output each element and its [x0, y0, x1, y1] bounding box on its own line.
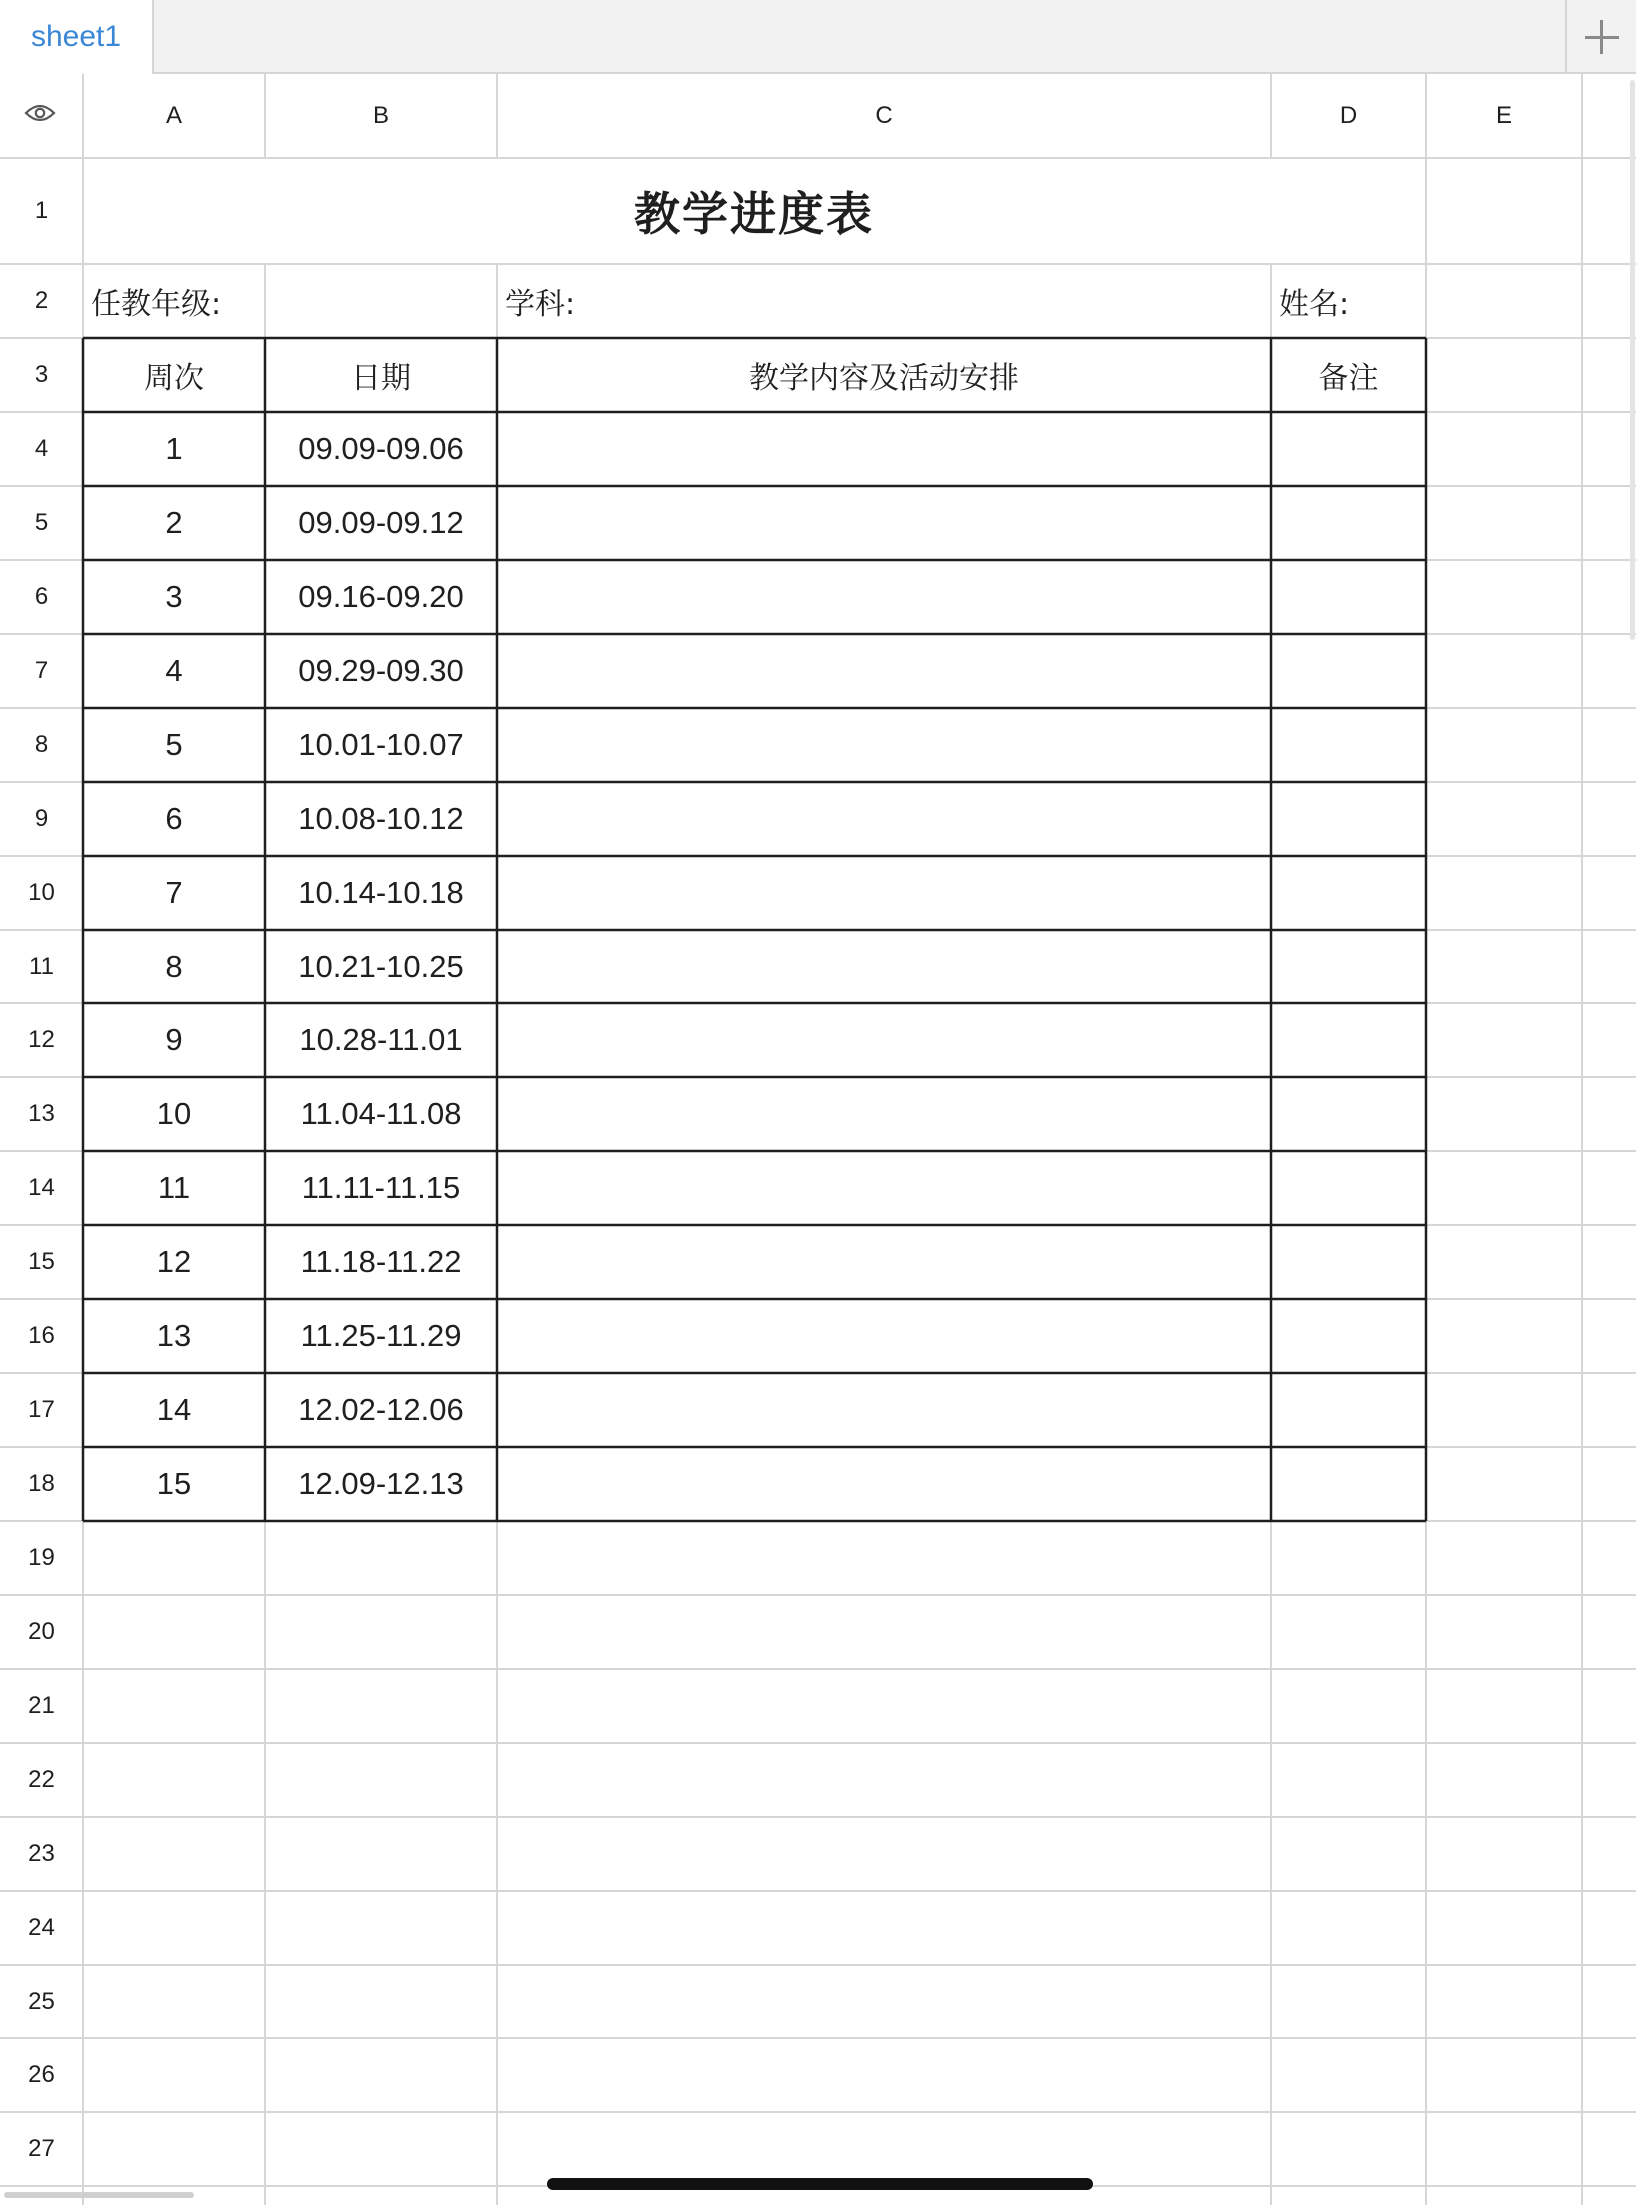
column-header-c[interactable]: C	[875, 102, 893, 129]
row-header-3[interactable]: 3	[34, 361, 49, 388]
plus-icon	[1585, 20, 1619, 54]
date-cell[interactable]: 09.16-09.20	[298, 579, 464, 614]
header-remarks[interactable]: 备注	[1318, 361, 1379, 396]
header-content[interactable]: 教学内容及活动安排	[749, 361, 1019, 396]
week-cell[interactable]: 13	[156, 1318, 192, 1353]
sheet-tab-sheet1[interactable]	[0, 0, 154, 74]
date-cell[interactable]: 10.21-10.25	[298, 948, 464, 984]
grade-value-cell[interactable]	[265, 264, 497, 338]
row-header-21[interactable]: 21	[28, 1692, 55, 1719]
date-cell[interactable]: 10.14-10.18	[298, 875, 464, 910]
home-indicator	[547, 2178, 1093, 2190]
row-header-20[interactable]: 20	[28, 1618, 55, 1645]
eye-icon[interactable]	[24, 103, 56, 123]
week-cell[interactable]: 6	[165, 801, 183, 836]
week-cell[interactable]: 1	[165, 431, 183, 466]
row-header-24[interactable]: 24	[28, 1914, 55, 1941]
date-cell[interactable]: 10.01-10.07	[298, 727, 464, 762]
name-label[interactable]: 姓名:	[1279, 287, 1350, 322]
row-header-12[interactable]: 12	[28, 1026, 55, 1053]
week-cell[interactable]: 12	[156, 1244, 192, 1279]
date-cell[interactable]: 11.18-11.22	[300, 1244, 462, 1279]
column-header-e[interactable]: E	[1495, 102, 1512, 129]
date-cell[interactable]: 11.25-11.29	[300, 1318, 462, 1353]
row-header-26[interactable]: 26	[28, 2061, 55, 2088]
spreadsheet-grid[interactable]	[0, 74, 1636, 2205]
header-date[interactable]: 日期	[351, 361, 411, 396]
row-header-10[interactable]: 10	[28, 879, 55, 906]
column-header-d[interactable]: D	[1339, 102, 1358, 129]
week-cell[interactable]: 14	[156, 1392, 192, 1427]
subject-label[interactable]: 学科:	[505, 287, 576, 322]
row-header-14[interactable]: 14	[28, 1174, 55, 1201]
date-cell[interactable]: 09.29-09.30	[298, 653, 464, 688]
date-cell[interactable]: 12.02-12.06	[298, 1392, 464, 1427]
date-cell[interactable]: 11.04-11.08	[300, 1096, 462, 1131]
row-header-6[interactable]: 6	[34, 583, 49, 610]
week-cell[interactable]: 4	[165, 653, 183, 688]
week-cell[interactable]: 11	[157, 1170, 191, 1205]
row-header-18[interactable]: 18	[28, 1470, 55, 1497]
date-cell[interactable]: 09.09-09.12	[298, 505, 464, 540]
row-header-13[interactable]: 13	[28, 1100, 55, 1127]
row-header-7[interactable]: 7	[34, 657, 49, 684]
week-cell[interactable]: 3	[165, 579, 183, 614]
row-header-22[interactable]: 22	[28, 1766, 55, 1793]
week-cell[interactable]: 9	[165, 1022, 183, 1057]
column-header-b[interactable]: B	[372, 102, 389, 129]
add-sheet-button[interactable]	[1565, 0, 1636, 74]
date-cell[interactable]: 10.28-11.01	[299, 1022, 463, 1057]
row-header-27[interactable]: 27	[28, 2135, 55, 2162]
week-cell[interactable]: 2	[165, 505, 183, 540]
date-cell[interactable]: 09.09-09.06	[298, 431, 464, 466]
week-cell[interactable]: 5	[165, 727, 183, 762]
row-header-8[interactable]: 8	[34, 731, 49, 758]
row-header-5[interactable]: 5	[34, 509, 49, 536]
row-header-16[interactable]: 16	[28, 1322, 55, 1349]
week-cell[interactable]: 8	[165, 948, 183, 984]
row-header-4[interactable]: 4	[34, 435, 49, 462]
row-header-11[interactable]: 11	[29, 952, 54, 980]
row-header-23[interactable]: 23	[28, 1840, 55, 1867]
date-cell[interactable]: 10.08-10.12	[298, 801, 464, 836]
date-cell[interactable]: 11.11-11.15	[301, 1170, 461, 1205]
row-header-9[interactable]: 9	[34, 805, 49, 832]
week-cell[interactable]: 7	[165, 875, 183, 910]
row-header-2[interactable]: 2	[34, 287, 49, 314]
horizontal-scrollbar[interactable]	[4, 2192, 194, 2198]
row-header-17[interactable]: 17	[28, 1396, 55, 1423]
row-header-15[interactable]: 15	[28, 1248, 55, 1275]
row-header-19[interactable]: 19	[28, 1544, 55, 1571]
week-cell[interactable]: 10	[156, 1096, 192, 1131]
sheet-tab-label: sheet1	[30, 20, 122, 53]
vertical-scrollbar[interactable]	[1630, 80, 1635, 640]
date-cell[interactable]: 12.09-12.13	[298, 1466, 464, 1501]
sheet-title[interactable]: 教学进度表	[634, 187, 874, 241]
sheet-tab-bar	[0, 0, 1636, 74]
row-header-25[interactable]: 25	[28, 1987, 55, 2015]
row-header-1[interactable]: 1	[34, 197, 49, 224]
week-cell[interactable]: 15	[156, 1466, 192, 1501]
grade-label[interactable]: 任教年级:	[91, 287, 222, 322]
column-header-a[interactable]: A	[165, 102, 182, 129]
header-week[interactable]: 周次	[144, 361, 204, 396]
